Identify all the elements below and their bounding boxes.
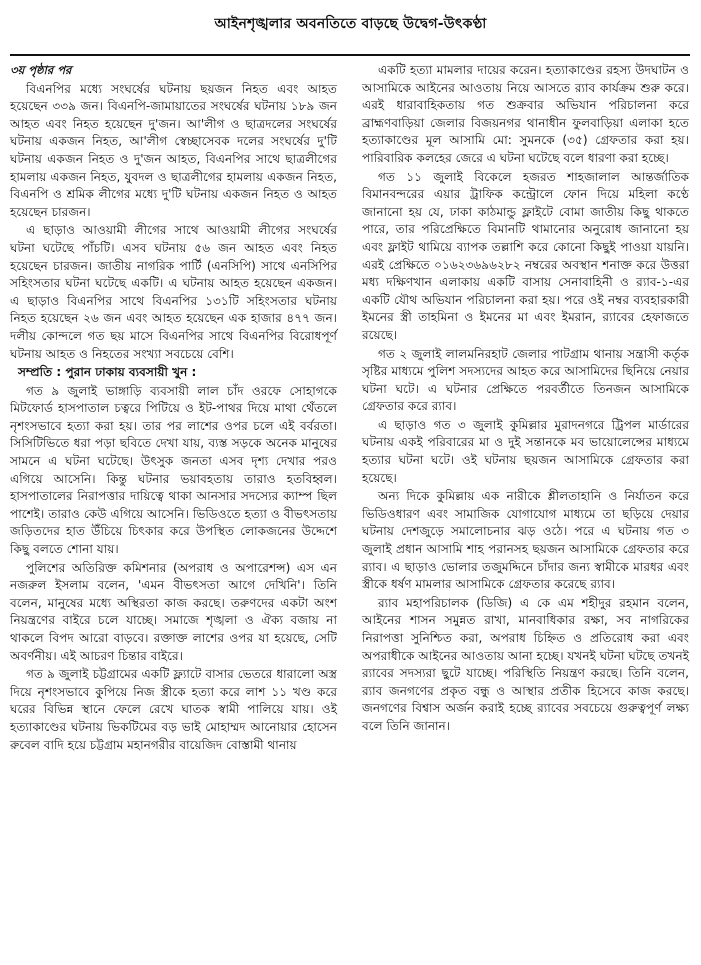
continuation-kicker: ৩য় পৃষ্ঠার পর xyxy=(10,63,72,77)
article-paragraph: বিএনপির মধ্যে সংঘর্ষের ঘটনায় ছয়জন নিহত এবং আহত হয়েছেন ৩৩৯ জন। বিএনপি-জামায়াতের সংঘর্ষের ঘটনায় ১৮৯ জন আহত এবং নিহত হয়েছেন দু'জন। আ'লীগ ও ছাত্রদলের সংঘর্ষের ঘটনায় একজন নিহত, আ'লীগ স্বেচ্ছাসেবক দলের সংঘর্ষের দু'টি ঘটনায় একজন নিহত ও দু'জন আহত, বিএনপির সাথে ছাত্রলীগের হামলায় একজন নিহত, যুবদল ও ছাত্রলীগের হামলায় একজন নিহত, বিএনপি ও শ্রমিক লীগের মধ্যে দু'টি ঘটনায় একজন নিহত ও আহত হয়েছেন চারজন। xyxy=(10,81,337,219)
article-paragraph: পুলিশের অতিরিক্ত কমিশনার (অপরাধ ও অপারেশন্স) এস এন নজরুল ইসলাম বলেন, 'এমন বীভৎসতা আগে দেখিনি'। তিনি বলেন, মানুষের মধ্যে অস্থিরতা কাজ করছে। তরুণদের একটা অংশ নিয়ন্ত্রণের বাইরে চলে যাচ্ছে। সমাজে শৃঙ্খলা ও ঐক্য বজায় না থাকলে বিপদ আরো বাড়বে। রক্তাক্ত লাশের ওপর যা হয়েছে, সেটি অবর্ণনীয়। এই আচরণ চিন্তার বাইরে। xyxy=(10,560,337,663)
headline-rule xyxy=(10,54,690,56)
article-paragraph: র‍্যাব মহাপরিচালক (ডিজি) এ কে এম শহীদুর রহমান বলেন, আইনের শাসন সমুন্নত রাখা, মানবাধিকার রক্ষা, সব নাগরিকের নিরাপত্তা সুনিশ্চিত করা, অপরাধ চিহ্নিত ও প্রতিরোধ করা এবং অপরাধীকে আইনের আওতায় আনা হচ্ছে। যখনই ঘটনা ঘটছে তখনই র‍্যাবের সদস্যরা ছুটে যাচ্ছে। পরিস্থিতি নিয়ন্ত্রণ করছে। তিনি বলেন, র‍্যাব জনগণের প্রকৃত বন্ধু ও আস্থার প্রতীক হিসেবে কাজ করছে। জনগণের বিশ্বাস অর্জন করাই হচ্ছে র‍্যাবের সবচেয়ে গুরুত্বপূর্ণ লক্ষ্য বলে তিনি জানান। xyxy=(362,595,689,733)
article-paragraph: গত ২ জুলাই লালমনিরহাট জেলার পাটগ্রাম থানায় সন্ত্রাসী কর্তৃক সৃষ্টির মাধ্যমে পুলিশ সদস্যদের আহত করে আসামিদের ছিনিয়ে নেয়ার ঘটনা ঘটে। এ ঘটনার প্রেক্ষিতে পরবর্তীতে তিনজন আসামিকে গ্রেফতার করে র‍্যাব। xyxy=(362,346,689,414)
left-column xyxy=(10,62,337,755)
article-paragraph: এ ছাড়াও আওয়ামী লীগের সাথে আওয়ামী লীগের সংঘর্ষের ঘটনা ঘটেছে পাঁচটি। এসব ঘটনায় ৫৬ জন আহত এবং নিহত হয়েছেন চারজন। জাতীয় নাগরিক পার্টি (এনসিপি) সাথে এনসিপির সহিংসতার ঘটনা ঘটেছে একটি। এ ঘটনায় আহত হয়েছেন একজন। এ ছাড়াও বিএনপির সাথে বিএনপির ১৩১টি সহিংসতার ঘটনায় নিহত হয়েছেন ২৬ জন এবং আহত হয়েছেন এক হাজার ৪৭৭ জন। দলীয় কোন্দলে গত ছয় মাসে বিএনপির সাথে বিএনপির বিরোধপূর্ণ ঘটনায় আহত ও নিহতের সংখ্যা সবচেয়ে বেশি। xyxy=(10,223,337,361)
article-paragraph: এ ছাড়াও গত ৩ জুলাই কুমিল্লার মুরাদনগরে ট্রিপল মার্ডারের ঘটনায় একই পরিবারের মা ও দুই সন্তানকে মব ভায়োলেন্সের মাধ্যমে হত্যার ঘটনা ঘটে। ওই ঘটনায় ছয়জন আসামিকে গ্রেফতার করা হয়েছে। xyxy=(362,417,689,485)
article-paragraph: গত ১১ জুলাই বিকেলে হজরত শাহজালাল আন্তর্জাতিক বিমানবন্দরের এয়ার ট্রাফিক কন্ট্রোলে ফোন দিয়ে মহিলা কণ্ঠে জানানো হয় যে, ঢাকা কাঠমান্ডু ফ্লাইটে বোমা জাতীয় কিছু থাকতে পারে, তার পরিপ্রেক্ষিতে বিমানটি থামানোর অনুরোধ জানানো হয় এবং ফ্লাইট থামিয়ে ব্যাপক তল্লাশি করে কোনো কিছুই পাওয়া যায়নি। এরই প্রেক্ষিতে ০১৬২৩৬৯৬২৮২ নম্বরের অবস্থান শনাক্ত করে উত্তরা মধ্য দক্ষিণখান এলাকায় একটি বাসায় সেনাবাহিনী ও র‍্যাব-১-এর একটি যৌথ অভিযান পরিচালনা করা হয়। পরে ওই নম্বর ব্যবহারকারী ইমনের স্ত্রী তাহমিনা ও ইমনের মা এবং ইমরান, র‍্যাবের হেফাজতে রয়েছে। xyxy=(362,169,689,342)
article-paragraph: অন্য দিকে কুমিল্লায় এক নারীকে শ্লীলতাহানি ও নির্যাতন করে ভিডিওধারণ এবং সামাজিক যোগাযোগ মাধ্যমে তা ছড়িয়ে দেয়ার ঘটনায় দেশজুড়ে সমালোচনার ঝড় ওঠে। পরে এ ঘটনায় গত ৩ জুলাই প্রধান আসামি শাহ পরানসহ ছয়জন আসামিকে গ্রেফতার করে র‍্যাব। এ ছাড়াও ভোলার তজুমদ্দিনে চাঁদার জন্য স্বামীকে মারধর এবং স্ত্রীকে ধর্ষণ মামলার আসামিকে গ্রেফতার করেছে র‍্যাব। xyxy=(362,489,689,592)
right-column xyxy=(362,62,689,737)
subheading: সম্প্রতি : পুরান ঢাকায় ব্যবসায়ী খুন : xyxy=(18,365,197,380)
headline: আইনশৃঙ্খলার অবনতিতে বাড়ছে উদ্বেগ-উৎকণ্ঠা xyxy=(214,16,487,32)
article-paragraph: গত ৯ জুলাই ভাঙ্গাড়ি ব্যবসায়ী লাল চাঁদ ওরফে সোহাগকে মিটফোর্ড হাসপাতাল চত্বরে পিটিয়ে ও ইট-পাথর দিয়ে মাথা থেঁতলে নৃশংসভাবে হত্যা করা হয়। তার পর লাশের ওপর চলে এই বর্বরতা। সিসিটিভিতে ধরা পড়া ছবিতে দেখা যায়, ব্যস্ত সড়কে অনেক মানুষের সামনে এ ঘটনা ঘটেছে। উৎসুক জনতা এসব দৃশ্য দেখার পরও এগিয়ে আসেনি। কিন্তু ঘটনার ভয়াবহতায় তারাও হতবিহ্বল। হাসপাতালের নিরাপত্তার দায়িত্বে থাকা আনসার সদস্যের ক্যাম্প ছিল পাশেই। তারাও কেউ এগিয়ে আসেনি। ভিডিওতে হত্যা ও বীভৎসতায় জড়িতদের হাত উঁচিয়ে চিৎকার করে উপস্থিত লোকজনের উদ্দেশে কিছু বলতে শোনা যায়। xyxy=(10,383,337,557)
article-paragraph: গত ৯ জুলাই চট্টগ্রামের একটি ফ্ল্যাটে বাসার ভেতরে ধারালো অস্ত্র দিয়ে নৃশংসভাবে কুপিয়ে নিজ স্ত্রীকে হত্যা করে লাশ ১১ খণ্ড করে ঘরের বিভিন্ন স্থানে ফেলে রেখে ঘাতক স্বামী পালিয়ে যায়। ওই হত্যাকাণ্ডের ঘটনায় ভিকটিমের বড় ভাই মোহাম্মদ আনোয়ার হোসেন রুবেল বাদি হয়ে চট্টগ্রাম মহানগরীর বায়েজিদ বোস্তামী থানায় xyxy=(10,667,337,752)
article-paragraph: একটি হত্যা মামলার দায়ের করেন। হত্যাকাণ্ডের রহস্য উদঘাটন ও আসামিকে আইনের আওতায় নিয়ে আসতে র‍্যাব কার্যক্রম শুরু করে। এরই ধারাবাহিকতায় গত শুক্রবার অভিযান পরিচালনা করে ব্রাহ্মণবাড়িয়া জেলার বিজয়নগর থানাধীন ফুলবাড়িয়া এলাকা হতে হত্যাকাণ্ডের মূল আসামি মো: সুমনকে (৩৫) গ্রেফতার করা হয়। পারিবারিক কলহের জেরে এ ঘটনা ঘটেছে বলে ধারণা করা হচ্ছে। xyxy=(362,63,689,165)
subhead-paragraph xyxy=(10,364,337,382)
